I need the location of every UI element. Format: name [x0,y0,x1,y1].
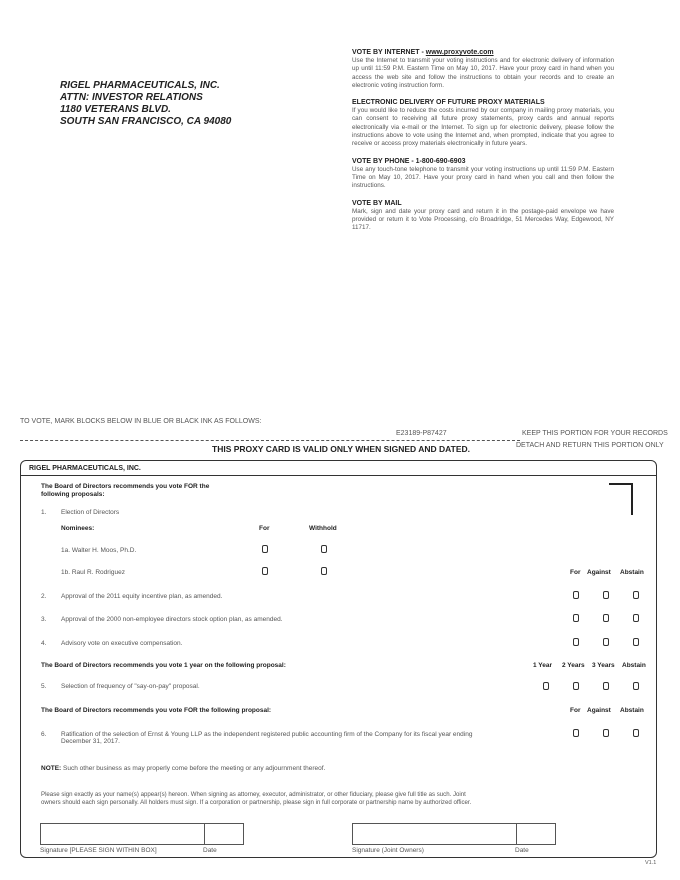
item3-abstain-checkbox[interactable] [633,614,639,622]
return-address [60,80,231,128]
corner-mark [609,483,633,515]
mail-heading: VOTE BY MAIL [352,199,402,207]
recommendation-1-line2: following proposals: [41,491,105,498]
item5-three-years-checkbox[interactable] [603,682,609,690]
col-for-header-2: For [570,707,581,714]
col-abstain-header-2: Abstain [620,707,644,714]
nominee-1a: 1a. Walter H. Moos, Ph.D. [61,547,137,554]
address-company: RIGEL PHARMACEUTICALS, INC. [60,80,220,91]
edelivery-body: If you would like to reduce the costs incurred by our company in mailing proxy materials, you can consent to receiving all future proxy statements, proxy cards and annual reports electronically via e-mail or the Internet. To sign up for electronic delivery, please follow the instructions above to vote using the Internet and, when prompted, indicate that you agree to receive or access proxy materials electronically in future years. [352,107,614,148]
note [41,765,325,772]
keep-portion-text: KEEP THIS PORTION FOR YOUR RECORDS [522,430,668,437]
item3-number: 3. [41,616,47,623]
recommendation-2: The Board of Directors recommends you vote 1 year on the following proposal: [41,662,286,669]
recommendation-1-line1: The Board of Directors recommends you vote FOR the [41,483,210,490]
signature-box[interactable] [40,823,244,845]
item6-text-line2: December 31, 2017. [61,738,120,745]
internet-heading: VOTE BY INTERNET - www.proxyvote.com [352,49,494,56]
nominee-1b-for-checkbox[interactable] [262,567,268,575]
item2-abstain-checkbox[interactable] [633,591,639,599]
joint-date-label: Date [515,847,529,854]
address-street: 1180 VETERANS BLVD. [60,104,171,115]
item3-for-checkbox[interactable] [573,614,579,622]
voting-instructions [352,48,614,240]
joint-signature-date-divider [516,824,517,844]
nominee-1a-for-checkbox[interactable] [262,545,268,553]
sign-instructions-line2: owners should each sign personally. All holders must sign. If a corporation or partnership, please sign in full corporate or partnership name by authorized officer. [41,799,472,806]
signature-date-divider [204,824,205,844]
item4-text: Advisory vote on executive compensation. [61,640,183,647]
mail-body: Mark, sign and date your proxy card and return it in the postage-paid envelope we have provided or return it to Vote Processing, c/o Broadridge, 51 Mercedes Way, Edgewood, NY 11717. [352,207,614,232]
three-years-header: 3 Years [592,662,615,669]
item5-two-years-checkbox[interactable] [573,682,579,690]
joint-signature-box[interactable] [352,823,556,845]
proxy-card [20,460,657,858]
phone-body: Use any touch-tone telephone to transmit your voting instructions up until 11:59 P.M. Eastern Time on May 10, 2017. Have your proxy card in hand when you call and then follow the instructions. [352,165,614,190]
date-label: Date [203,847,217,854]
item6-for-checkbox[interactable] [573,729,579,737]
card-divider [21,475,656,476]
item6-abstain-checkbox[interactable] [633,729,639,737]
item4-number: 4. [41,640,47,647]
item4-against-checkbox[interactable] [603,638,609,646]
item3-against-checkbox[interactable] [603,614,609,622]
two-years-header: 2 Years [562,662,585,669]
detach-return-text: DETACH AND RETURN THIS PORTION ONLY [516,442,664,449]
item3-text: Approval of the 2000 non-employee directors stock option plan, as amended. [61,616,283,623]
item2-for-checkbox[interactable] [573,591,579,599]
item2-number: 2. [41,593,47,600]
signature-label: Signature [PLEASE SIGN WITHIN BOX] [40,847,157,854]
card-company: RIGEL PHARMACEUTICALS, INC. [29,465,141,472]
item5-number: 5. [41,683,47,690]
nominee-for-header: For [259,525,270,532]
col-against-header-2: Against [587,707,611,714]
valid-notice: THIS PROXY CARD IS VALID ONLY WHEN SIGNED AND DATED. [212,444,471,454]
item6-text-line1: Ratification of the selection of Ernst & Young LLP as the independent registered public accounting firm of the Company for its fiscal year ending [61,731,473,738]
phone-heading: VOTE BY PHONE - 1-800-690-6903 [352,157,466,165]
item4-for-checkbox[interactable] [573,638,579,646]
item5-one-year-checkbox[interactable] [543,682,549,690]
sign-instructions-line1: Please sign exactly as your name(s) appear(s) hereon. When signing as attorney, executor, administrator, or other fiduciary, please give full title as such. Joint [41,791,466,798]
col-abstain-header: Abstain [620,569,644,576]
address-attn: ATTN: INVESTOR RELATIONS [60,92,203,103]
internet-body: Use the Internet to transmit your voting instructions and for electronic delivery of information up until 11:59 P.M. Eastern Time on May 10, 2017. Have your proxy card in hand when you access the web site and follow the instructions to obtain your records and to create an electronic voting instruction form. [352,57,614,89]
item6-number: 6. [41,731,47,738]
recommendation-3: The Board of Directors recommends you vote FOR the following proposal: [41,707,272,714]
col-against-header: Against [587,569,611,576]
one-year-header: 1 Year [533,662,553,669]
item5-text: Selection of frequency of "say-on-pay" proposal. [61,683,200,690]
note-text: Such other business as may properly come before the meeting or any adjournment thereof. [61,765,326,772]
nominee-1b: 1b. Raul R. Rodriguez [61,569,125,576]
detach-line [20,440,520,441]
edelivery-heading: ELECTRONIC DELIVERY OF FUTURE PROXY MATERIALS [352,99,545,107]
joint-signature-label: Signature (Joint Owners) [352,847,424,854]
item1-number: 1. [41,509,47,516]
note-label: NOTE: [41,765,62,772]
nominee-1a-withhold-checkbox[interactable] [321,545,327,553]
item2-text: Approval of the 2011 equity incentive plan, as amended. [61,593,223,600]
frequency-abstain-header: Abstain [622,662,646,669]
nominees-label: Nominees: [61,525,95,532]
proxyvote-link[interactable]: www.proxyvote.com [425,49,494,56]
col-for-header: For [570,569,581,576]
address-city: SOUTH SAN FRANCISCO, CA 94080 [60,116,232,127]
nominee-withhold-header: Withhold [309,525,337,532]
item2-against-checkbox[interactable] [603,591,609,599]
control-code: E23189-P87427 [396,430,447,437]
item6-against-checkbox[interactable] [603,729,609,737]
item4-abstain-checkbox[interactable] [633,638,639,646]
item5-abstain-checkbox[interactable] [633,682,639,690]
item1-text: Election of Directors [61,509,120,516]
mark-instructions: TO VOTE, MARK BLOCKS BELOW IN BLUE OR BLACK INK AS FOLLOWS: [20,418,262,425]
nominee-1b-withhold-checkbox[interactable] [321,567,327,575]
version-label: V1.1 [645,860,657,866]
